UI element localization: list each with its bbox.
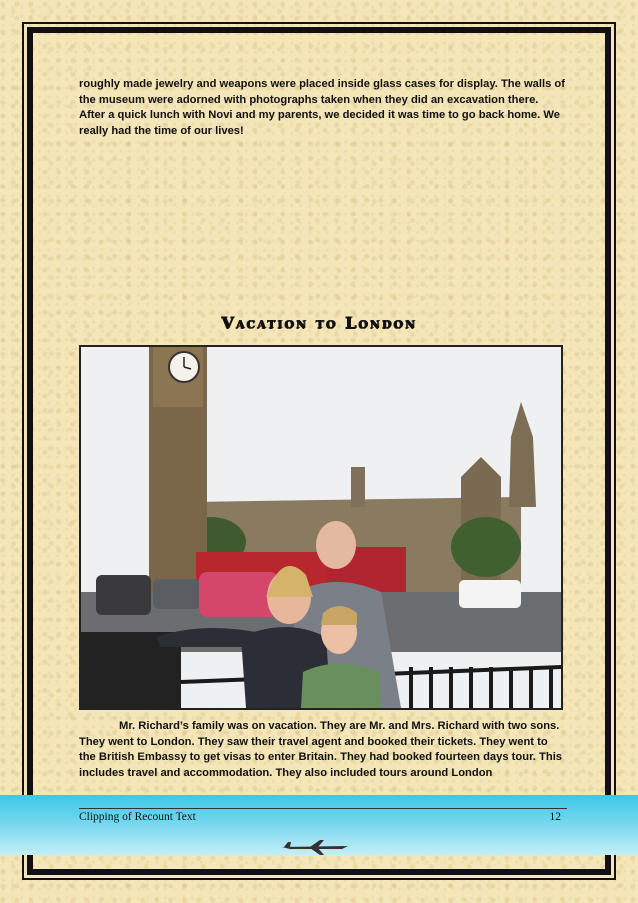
section-title: Vacation to London [221,313,417,332]
top-paragraph: roughly made jewelry and weapons were placed inside glass cases for display. The walls of the museum were adorned with photographs taken when they did an excavation there. After a quick lunch with Novi and my parents, we decided it was time to go back home. We really had the time of our lives! [79,78,565,137]
footer-title: Clipping of Recount Text [79,811,196,823]
footer-divider [79,808,567,809]
bottom-paragraph-text: Mr. Richard’s family was on vacation. They are Mr. and Mrs. Richard with two sons. They went to London. They saw their travel agent and booked their tickets. They went to the British Embassy to get visas to enter Britain. They had booked fourteen days tour. This includes travel and accommodation. They also included tours around London [79,720,563,779]
photo-scene-icon [81,347,561,708]
family-photo [79,345,563,710]
page-number: 12 [549,811,561,823]
airplane-icon [280,838,350,861]
bottom-paragraph [79,719,567,781]
